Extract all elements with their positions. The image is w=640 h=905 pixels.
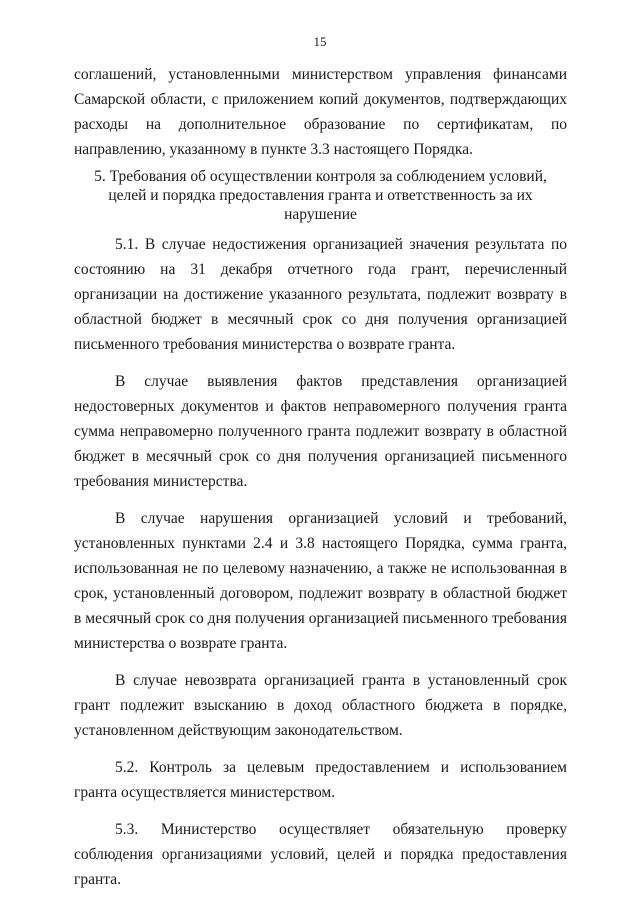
document-body (74, 62, 567, 892)
section-heading: 5. Требования об осуществлении контроля за соблюдением условий, целей и порядка предоставления гранта и ответственность за их нарушение (94, 168, 547, 223)
intro-paragraph: соглашений, установленными министерством управления финансами Самарской области, с приложением копий документов, подтверждающих расходы на дополнительное образование по сертификатам, по направлению, указанному в пункте 3.3 настоящего Порядка. (74, 66, 567, 158)
paragraph-5-2: 5.2. Контроль за целевым предоставлением и использованием гранта осуществляется министерством. (74, 759, 567, 801)
paragraph-5-1: 5.1. В случае недостижения организацией значения результата по состоянию на 31 декабря отчетного года грант, перечисленный организации на достижение указанного результата, подлежит возврату в областной бюджет в месячный срок со дня получения организацией письменного требования министерства о возврате гранта. (74, 236, 567, 353)
paragraph-non-return: В случае невозврата организацией гранта в установленный срок грант подлежит взысканию в доход областного бюджета в порядке, установленном действующим законодательством. (74, 672, 567, 739)
paragraph-false-documents: В случае выявления фактов представления организацией недостоверных документов и фактов неправомерного получения гранта сумма неправомерно полученного гранта подлежит возврату в областной бюджет в месячный срок со дня получения организацией письменного требования министерства. (74, 373, 567, 490)
paragraph-violation: В случае нарушения организацией условий и требований, установленных пунктами 2.4 и 3.8 настоящего Порядка, сумма гранта, использованная не по целевому назначению, а также не использованная в срок, установленный договором, подлежит возврату в областной бюджет в месячный срок со дня получения организацией письменного требования министерства о возврате гранта. (74, 510, 567, 652)
paragraph-5-3: 5.3. Министерство осуществляет обязательную проверку соблюдения организациями условий, целей и порядка предоставления гранта. (74, 821, 567, 888)
page-number: 15 (313, 34, 327, 49)
